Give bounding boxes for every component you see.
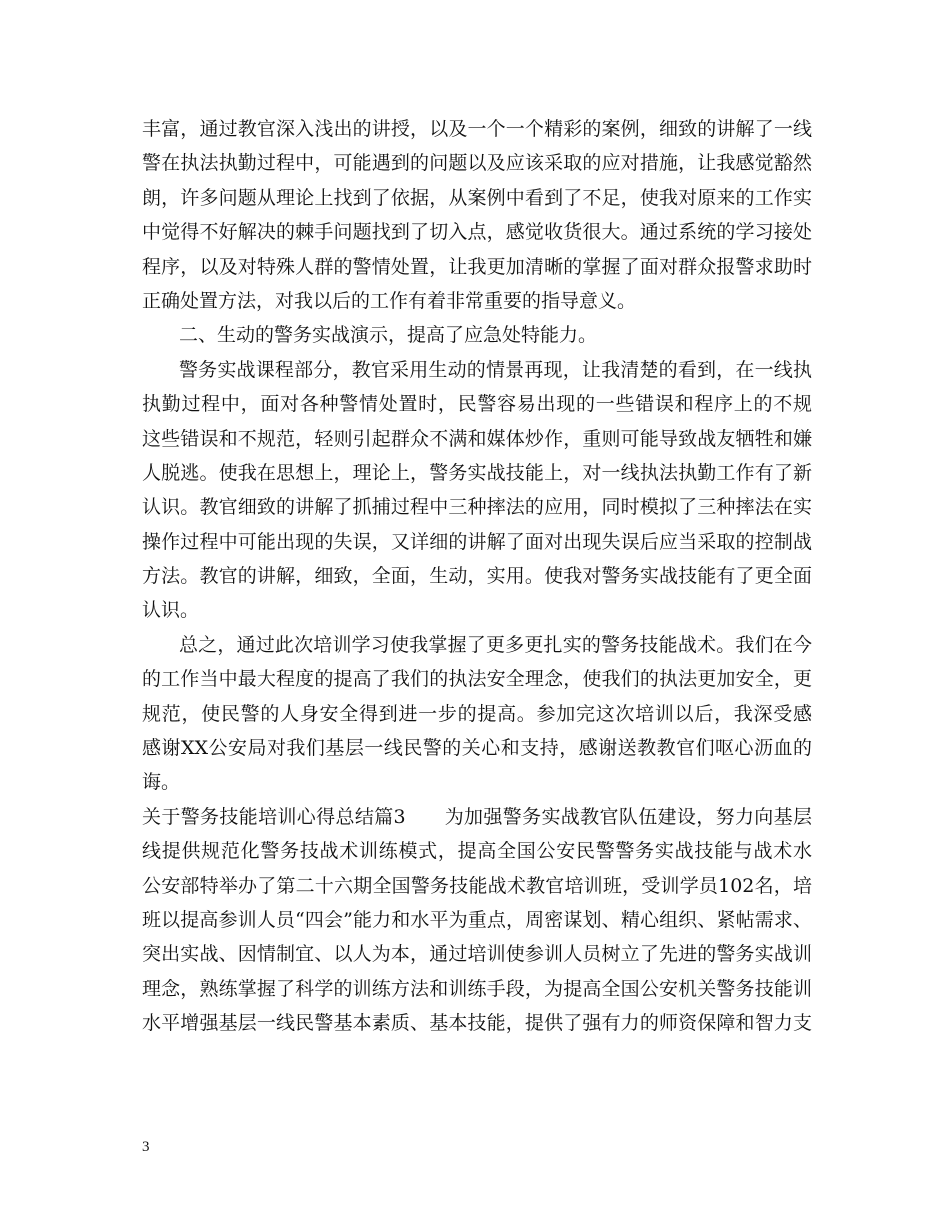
text-line: 警务实战课程部分，教官采用生动的情景再现，让我清楚的看到，在一线执 — [179, 358, 812, 381]
text-line: 理念，熟练掌握了科学的训练方法和训练手段，为提高全国公安机关警务技能训 — [142, 977, 812, 1000]
text-line: 认识。教官细致的讲解了抓捕过程中三种摔法的应用，同时模拟了三种摔法在实 — [142, 496, 812, 519]
text-line: 中觉得不好解决的棘手问题找到了切入点，感觉收货很大。通过系统的学习接处 — [142, 221, 812, 244]
text-line: 水平增强基层一线民警基本素质、基本技能，提供了强有力的师资保障和智力支 — [142, 1012, 812, 1035]
text-line: 规范，使民警的人身安全得到进一步的提高。参加完这次培训以后，我深受感 — [142, 702, 812, 725]
text-line: 线提供规范化警务技战术训练模式，提高全国公安民警警务实战技能与战术水 — [142, 840, 812, 863]
text-line: 认识。 — [142, 599, 200, 622]
text-line: 执勤过程中，面对各种警情处置时，民警容易出现的一些错误和程序上的不规 — [142, 393, 812, 416]
text-line: 班以提高参训人员“四会”能力和水平为重点，周密谋划、精心组织、紧帖需求、 — [142, 908, 812, 931]
text-line: 的工作当中最大程度的提高了我们的执法安全理念，使我们的执法更加安全，更 — [142, 668, 812, 691]
text-line: 总之，通过此次培训学习使我掌握了更多更扎实的警务技能战术。我们在今 — [179, 633, 812, 656]
text-line: 感谢XX公安局对我们基层一线民警的关心和支持，感谢送教教官们呕心沥血的 — [142, 737, 812, 760]
text-line: 正确处置方法，对我以后的工作有着非常重要的指导意义。 — [142, 289, 637, 312]
text-line: 朗，许多问题从理论上找到了依据，从案例中看到了不足，使我对原来的工作实 — [142, 186, 812, 209]
text-line: 丰富，通过教官深入浅出的讲授，以及一个一个精彩的案例，细致的讲解了一线 — [142, 118, 812, 140]
text-line: 方法。教官的讲解，细致，全面，生动，实用。使我对警务实战技能有了更全面 — [142, 565, 812, 588]
text-line: 关于警务技能培训心得总结篇3 为加强警务实战教官队伍建设，努力向基层 — [142, 805, 812, 828]
section-heading: 二、生动的警务实战演示，提高了应急处特能力。 — [179, 324, 598, 347]
text-line: 突出实战、因情制宜、以人为本，通过培训使参训人员树立了先进的警务实战训 — [142, 943, 812, 966]
text-line: 公安部特举办了第二十六期全国警务技能战术教官培训班，受训学员102名，培 — [142, 874, 812, 897]
document-body — [142, 112, 812, 1041]
text-line: 操作过程中可能出现的失误，又详细的讲解了面对出现失误后应当采取的控制战 — [142, 530, 812, 553]
text-line: 这些错误和不规范，轻则引起群众不满和媒体炒作，重则可能导致战友牺牲和嫌 — [142, 427, 812, 450]
text-line: 警在执法执勤过程中，可能遇到的问题以及应该采取的应对措施，让我感觉豁然 — [142, 152, 812, 175]
page-number: 3 — [142, 1139, 150, 1155]
text-line: 程序，以及对特殊人群的警情处置，让我更加清晰的掌握了面对群众报警求助时 — [142, 255, 812, 278]
text-line: 人脱逃。使我在思想上，理论上，警务实战技能上，对一线执法执勤工作有了新 — [142, 461, 812, 484]
text-line: 诲。 — [142, 771, 181, 794]
